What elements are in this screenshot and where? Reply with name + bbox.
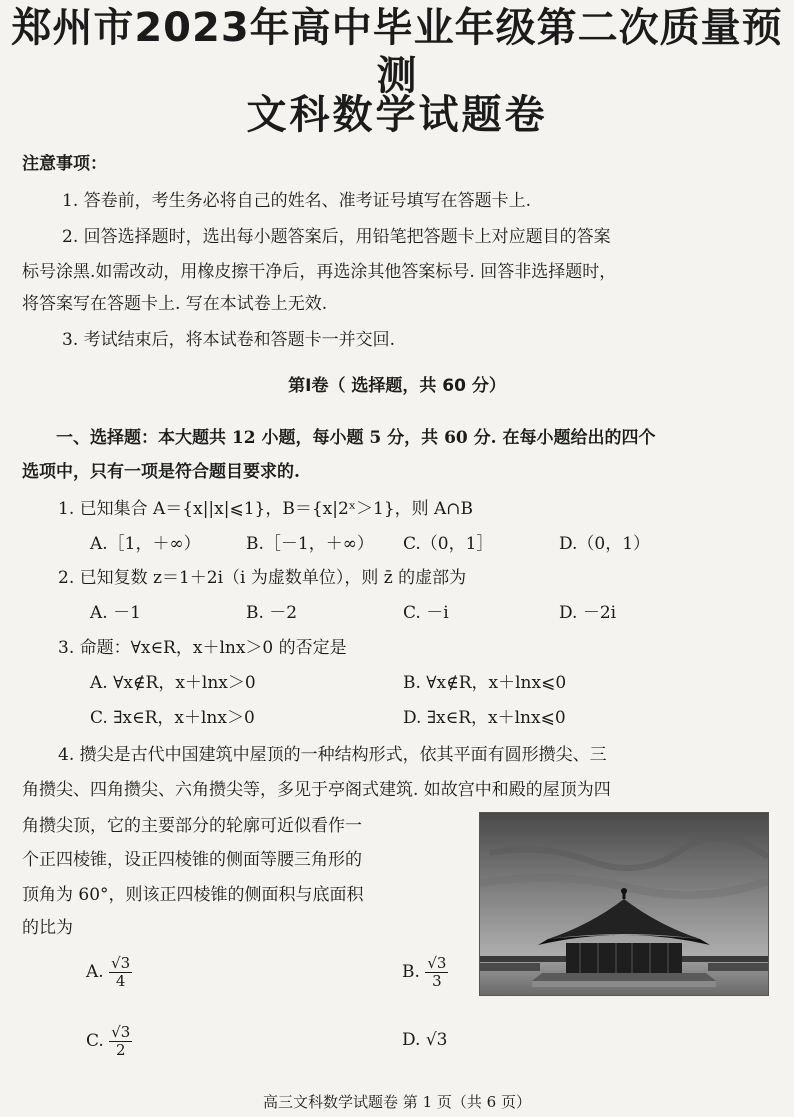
option-label: B.: [402, 962, 420, 982]
question-2-option-c: C. －i: [403, 603, 449, 623]
notice-item-2-cont2: 将答案写在答题卡上. 写在本试卷上无效.: [22, 294, 328, 314]
notice-item-2: 2. 回答选择题时，选出每小题答案后，用铅笔把答题卡上对应题目的答案: [62, 227, 611, 247]
question-1-option-b: B.［－1，＋∞）: [246, 534, 374, 554]
question-4-stem-cont: 角攒尖、四角攒尖、六角攒尖等，多见于亭阁式建筑. 如故宫中和殿的屋顶为四: [22, 780, 611, 800]
question-4-option-d: D. √3: [402, 1030, 448, 1050]
question-4-stem-cont: 的比为: [22, 918, 73, 938]
question-4-option-a: [86, 955, 132, 990]
option-label: A.: [86, 962, 104, 982]
question-1-option-c: C.（0，1］: [403, 534, 494, 554]
question-2-option-b: B. －2: [246, 603, 298, 623]
fraction-denominator: 3: [432, 972, 442, 990]
question-4-stem: 4. 攒尖是古代中国建筑中屋顶的一种结构形式，依其平面有圆形攒尖、三: [58, 745, 607, 765]
section-intro: 一、选择题：本大题共 12 小题，每小题 5 分，共 60 分. 在每小题给出的四个: [56, 428, 656, 448]
question-3-option-c: C. ∃x∈R，x＋lnx＞0: [90, 708, 255, 728]
question-1-option-a: A.［1，＋∞）: [90, 534, 201, 554]
question-4-stem-cont: 顶角为 60°，则该正四棱锥的侧面积与底面积: [22, 885, 364, 905]
notice-heading: 注意事项：: [22, 154, 107, 174]
section-title: 第Ⅰ卷（ 选择题，共 60 分）: [288, 376, 506, 396]
section-intro-cont: 选项中，只有一项是符合题目要求的.: [22, 462, 300, 482]
question-2-option-a: A. －1: [90, 603, 141, 623]
fraction: [109, 955, 132, 990]
question-1-option-d: D.（0，1）: [559, 534, 651, 554]
question-3-option-d: D. ∃x∈R，x＋lnx⩽0: [403, 708, 566, 728]
fraction-numerator: √3: [111, 1023, 131, 1041]
notice-item-2-cont: 标号涂黑.如需改动，用橡皮擦干净后，再选涂其他答案标号. 回答非选择题时，: [22, 262, 617, 282]
question-4-option-b: [402, 955, 448, 990]
notice-item-1: 1. 答卷前，考生务必将自己的姓名、准考证号填写在答题卡上.: [62, 191, 532, 211]
page-footer: 高三文科数学试题卷 第 1 页（共 6 页）: [263, 1093, 531, 1111]
question-2-stem: 2. 已知复数 z＝1＋2i（i 为虚数单位），则 z̄ 的虚部为: [58, 568, 467, 588]
fraction-denominator: 4: [115, 972, 126, 990]
fraction-numerator: √3: [111, 954, 131, 972]
notice-item-3: 3. 考试结束后，将本试卷和答题卡一并交回.: [62, 330, 396, 350]
fraction-denominator: 2: [116, 1041, 126, 1059]
question-3-option-a: A. ∀x∉R，x＋lnx＞0: [90, 673, 256, 693]
fraction: [109, 1024, 132, 1059]
question-3-stem: 3. 命题：∀x∈R，x＋lnx＞0 的否定是: [58, 638, 347, 658]
question-4-option-c: [86, 1024, 132, 1059]
exam-title: 郑州市2023年高中毕业年级第二次质量预测: [11, 5, 783, 99]
fraction: [425, 955, 448, 990]
question-4-stem-cont: 个正四棱锥，设正四棱锥的侧面等腰三角形的: [22, 850, 362, 870]
fraction-numerator: √3: [427, 954, 447, 972]
question-3-option-b: B. ∀x∉R，x＋lnx⩽0: [403, 673, 567, 693]
question-1-stem: 1. 已知集合 A＝{x||x|⩽1}，B＝{x|2ˣ＞1}，则 A∩B: [58, 499, 474, 519]
exam-subtitle: 文科数学试题卷: [246, 92, 548, 138]
option-label: C.: [86, 1031, 104, 1051]
question-4-stem-cont: 角攒尖顶，它的主要部分的轮廓可近似看作一: [22, 816, 362, 836]
question-2-option-d: D. －2i: [559, 603, 617, 623]
pavilion-photo: [479, 812, 769, 996]
